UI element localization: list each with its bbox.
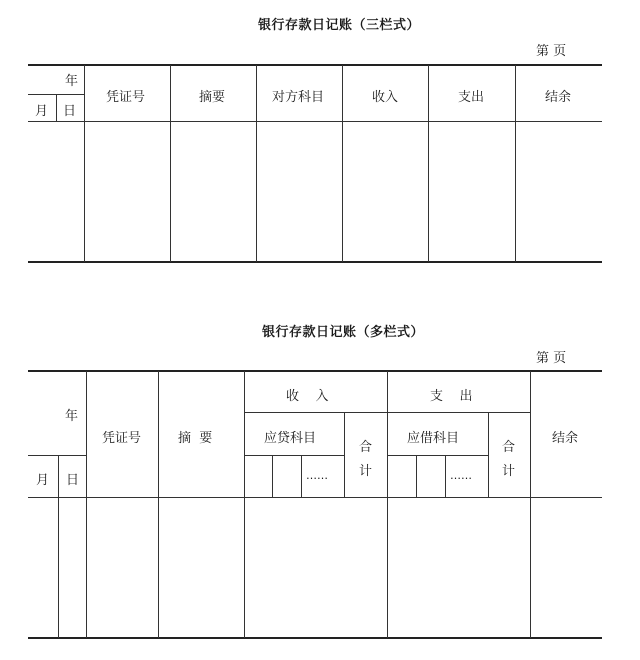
ledger2-bottom-border xyxy=(28,637,602,639)
ledger2-income-total-divider xyxy=(344,413,345,497)
ledger2-col-divider xyxy=(530,371,531,638)
ledger1-col-divider xyxy=(515,65,516,262)
ledger2-month-header: 月 xyxy=(36,473,50,488)
ledger2-credit-subcol-divider xyxy=(272,456,273,497)
ledger2-day-header: 日 xyxy=(66,473,80,488)
ledger2-expense-total-bottom: 计 xyxy=(502,464,516,479)
ledger1-year-header: 年 xyxy=(65,74,79,89)
ledger1-voucher-header: 凭证号 xyxy=(106,90,146,105)
ledger2-header-bottom xyxy=(28,497,602,498)
ledger2-year-divider xyxy=(28,455,86,456)
ledger2-credit-subcol-divider xyxy=(301,456,302,497)
ledger2-income-header: 收 入 xyxy=(286,389,329,404)
ledger2-expense-total-divider xyxy=(488,413,489,497)
ledger2-page-label: 第 页 xyxy=(536,351,567,366)
ledger2-debit-ellipsis: …… xyxy=(450,469,472,482)
ledger2-debit-divider xyxy=(387,455,488,456)
ledger1-col-divider xyxy=(256,65,257,262)
ledger2-col-divider xyxy=(86,371,87,638)
ledger1-expense-header: 支出 xyxy=(458,90,485,105)
ledger1-col-divider xyxy=(428,65,429,262)
ledger2-voucher-header: 凭证号 xyxy=(102,431,142,446)
ledger2-credit-accounts-header: 应贷科目 xyxy=(264,431,317,446)
ledger2-col-divider xyxy=(158,371,159,638)
ledger1-month-header: 月 xyxy=(35,104,49,119)
ledger2-expense-header: 支 出 xyxy=(430,389,473,404)
ledger1-month-day-divider xyxy=(56,95,57,121)
ledger1-summary-header: 摘要 xyxy=(199,90,226,105)
ledger2-col-divider xyxy=(387,371,388,638)
ledger1-balance-header: 结余 xyxy=(545,90,572,105)
ledger1-counter-account-header: 对方科目 xyxy=(272,90,325,105)
ledger1-col-divider xyxy=(84,65,85,262)
ledger2-debit-accounts-header: 应借科目 xyxy=(407,431,460,446)
ledger2-month-day-divider xyxy=(58,456,59,638)
ledger1-title: 银行存款日记账（三栏式） xyxy=(258,18,421,33)
ledger1-page-label: 第 页 xyxy=(536,44,567,59)
ledger2-expense-total-top: 合 xyxy=(502,440,516,455)
ledger2-top-border xyxy=(28,370,602,372)
ledger2-summary-header: 摘 要 xyxy=(178,431,213,446)
ledger1-day-header: 日 xyxy=(63,104,77,119)
ledger2-title: 银行存款日记账（多栏式） xyxy=(262,325,425,340)
ledger2-credit-ellipsis: …… xyxy=(306,469,328,482)
ledger2-income-total-bottom: 计 xyxy=(359,464,373,479)
ledger2-debit-subcol-divider xyxy=(416,456,417,497)
ledger1-col-divider xyxy=(170,65,171,262)
ledger2-balance-header: 结余 xyxy=(552,431,579,446)
ledger1-income-header: 收入 xyxy=(372,90,399,105)
ledger1-col-divider xyxy=(342,65,343,262)
ledger2-col-divider xyxy=(244,371,245,638)
ledger2-year-header: 年 xyxy=(65,409,79,424)
ledger2-income-total-top: 合 xyxy=(359,440,373,455)
ledger2-credit-divider xyxy=(244,455,344,456)
ledger2-debit-subcol-divider xyxy=(445,456,446,497)
